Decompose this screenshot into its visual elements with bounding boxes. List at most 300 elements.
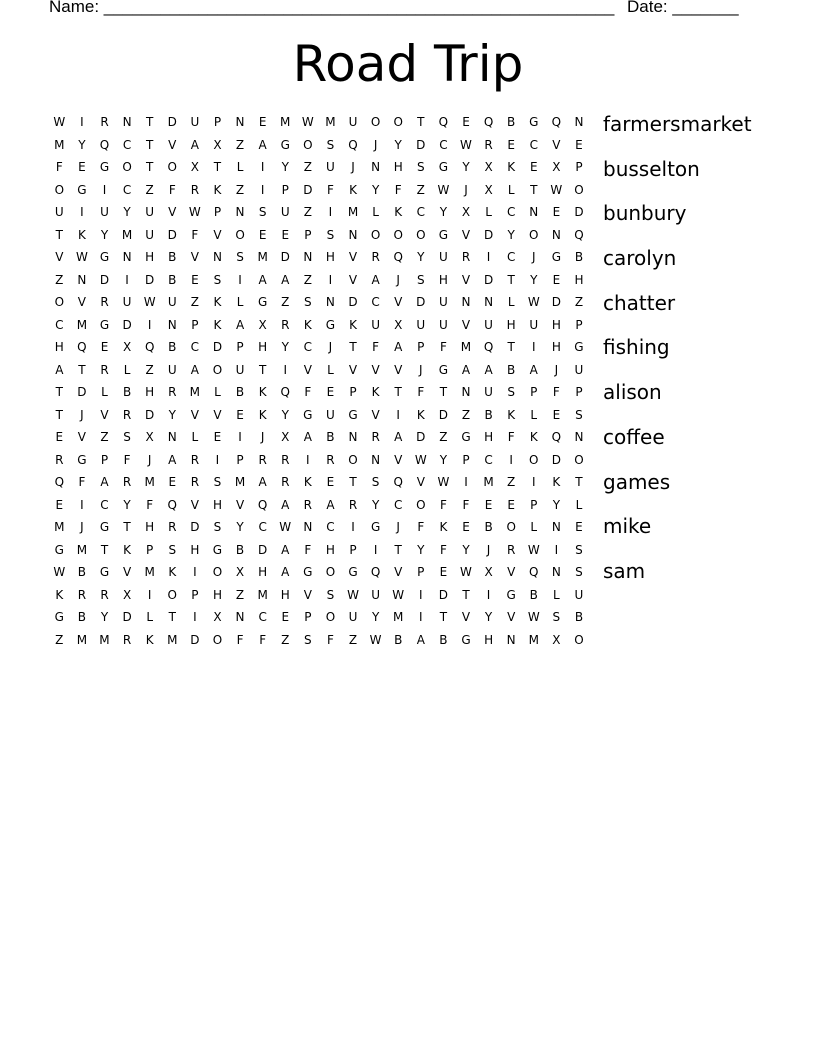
grid-letter: D — [122, 610, 132, 625]
word-list-item: chatter — [603, 290, 676, 315]
grid-letter: C — [303, 340, 313, 355]
grid-letter: G — [99, 317, 110, 332]
grid-letter: M — [234, 475, 246, 490]
grid-letter: M — [257, 250, 268, 265]
grid-letter: E — [236, 407, 244, 422]
grid-letter: R — [122, 475, 132, 490]
grid-letter: L — [101, 385, 108, 400]
grid-letter: T — [439, 385, 448, 400]
grid-letter: Z — [235, 587, 245, 602]
grid-letter: I — [193, 610, 197, 625]
grid-letter: Q — [99, 137, 110, 152]
grid-letter: D — [258, 542, 268, 557]
grid-letter: J — [554, 362, 559, 377]
grid-letter: Q — [438, 115, 449, 130]
grid-letter: Y — [281, 340, 289, 355]
grid-letter: O — [303, 137, 313, 152]
grid-letter: E — [552, 272, 561, 287]
grid-letter: T — [123, 520, 131, 535]
grid-letter: Y — [462, 542, 470, 557]
grid-letter: M — [144, 475, 155, 490]
grid-letter: X — [235, 565, 245, 580]
grid-letter: C — [506, 205, 516, 220]
grid-letter: Q — [551, 430, 562, 445]
grid-letter: O — [529, 227, 539, 242]
grid-letter: G — [77, 452, 87, 467]
grid-letter: A — [258, 137, 267, 152]
grid-letter: R — [281, 317, 290, 332]
grid-letter: M — [76, 317, 88, 332]
grid-letter: L — [530, 407, 538, 422]
grid-letter: G — [506, 587, 516, 602]
grid-letter: H — [325, 542, 335, 557]
grid-letter: L — [236, 295, 244, 310]
grid-letter: C — [258, 610, 267, 625]
grid-letter: W — [53, 565, 66, 580]
grid-letter: B — [507, 115, 516, 130]
grid-letter: W — [369, 632, 382, 647]
grid-letter: N — [212, 250, 222, 265]
grid-letter: P — [236, 452, 244, 467]
grid-letter: T — [417, 115, 425, 130]
grid-letter: Q — [348, 137, 358, 152]
grid-letter: G — [54, 542, 64, 557]
grid-letter: I — [328, 272, 333, 287]
grid-row — [48, 179, 592, 202]
grid-letter: L — [575, 497, 583, 512]
grid-letter: A — [258, 272, 267, 287]
grid-letter: S — [371, 475, 380, 490]
grid-letter: F — [462, 497, 470, 512]
grid-letter: Y — [484, 610, 493, 625]
grid-letter: G — [438, 160, 449, 175]
grid-letter: S — [507, 385, 515, 400]
grid-letter: Q — [77, 340, 87, 355]
grid-letter: T — [146, 115, 154, 130]
grid-letter: I — [373, 542, 378, 557]
grid-letter: E — [484, 497, 493, 512]
grid-letter: D — [574, 205, 584, 220]
page-title: Road Trip — [292, 35, 524, 93]
grid-letter: Z — [235, 182, 245, 197]
grid-letter: U — [438, 250, 448, 265]
grid-letter: D — [190, 520, 200, 535]
grid-letter: H — [325, 250, 335, 265]
grid-letter: R — [507, 542, 516, 557]
grid-letter: H — [551, 317, 561, 332]
grid-letter: I — [238, 430, 242, 445]
word-list-item: bunbury — [603, 201, 687, 226]
grid-letter: I — [80, 205, 84, 220]
grid-letter: S — [416, 272, 425, 287]
grid-letter: N — [574, 115, 584, 130]
grid-letter: K — [552, 475, 561, 490]
word-list-item: farmersmarket — [603, 112, 752, 136]
grid-row — [48, 156, 592, 179]
grid-letter: I — [486, 587, 491, 602]
grid-letter: F — [146, 497, 154, 512]
grid-letter: S — [213, 475, 222, 490]
grid-letter: X — [484, 565, 493, 580]
grid-letter: V — [303, 362, 312, 377]
grid-letter: D — [348, 295, 358, 310]
grid-letter: M — [167, 632, 178, 647]
grid-letter: N — [551, 227, 561, 242]
grid-letter: O — [529, 452, 539, 467]
grid-letter: L — [214, 385, 221, 400]
grid-letter: V — [100, 407, 109, 422]
grid-letter: A — [416, 632, 425, 647]
grid-letter: P — [575, 160, 583, 175]
grid-letter: E — [78, 160, 86, 175]
grid-letter: N — [371, 452, 381, 467]
grid-letter: H — [212, 497, 222, 512]
grid-letter: X — [552, 160, 561, 175]
grid-letter: Y — [417, 250, 425, 265]
grid-letter: I — [260, 182, 265, 197]
grid-letter: K — [258, 385, 267, 400]
grid-row — [48, 314, 592, 337]
grid-letter: C — [190, 340, 200, 355]
grid-letter: D — [483, 227, 494, 242]
grid-letter: D — [167, 115, 177, 130]
grid-letter: P — [146, 542, 154, 557]
grid-letter: Y — [552, 497, 561, 512]
word-list-item: busselton — [603, 156, 700, 181]
grid-letter: W — [437, 475, 450, 490]
grid-letter: N — [484, 295, 494, 310]
grid-letter: Y — [123, 497, 131, 512]
grid-letter: I — [531, 475, 536, 490]
grid-letter: D — [438, 407, 449, 422]
grid-letter: G — [77, 182, 87, 197]
grid-letter: M — [76, 632, 88, 647]
grid-letter: V — [348, 250, 358, 265]
grid-letter: G — [280, 137, 290, 152]
grid-letter: N — [348, 430, 358, 445]
grid-letter: T — [55, 227, 63, 242]
grid-letter: F — [123, 452, 131, 467]
grid-letter: Y — [439, 205, 448, 220]
grid-letter: Z — [145, 182, 154, 197]
grid-row — [48, 224, 592, 247]
grid-letter: J — [419, 362, 423, 377]
grid-letter: N — [506, 632, 516, 647]
grid-letter: W — [301, 115, 314, 130]
grid-letter: V — [461, 610, 471, 625]
grid-letter: X — [190, 160, 199, 175]
grid-letter: W — [460, 565, 472, 580]
grid-letter: U — [54, 205, 64, 220]
grid-letter: I — [80, 115, 84, 130]
word-list-item: fishing — [603, 335, 670, 360]
grid-letter: S — [575, 565, 583, 580]
grid-letter: N — [371, 160, 381, 175]
grid-letter: O — [574, 632, 584, 647]
grid-letter: R — [281, 452, 290, 467]
grid-letter: E — [55, 497, 64, 512]
grid-letter: M — [393, 610, 404, 625]
grid-letter: P — [236, 340, 244, 355]
grid-letter: J — [373, 137, 378, 152]
grid-letter: B — [484, 407, 493, 422]
grid-letter: K — [303, 475, 312, 490]
grid-letter: G — [99, 250, 110, 265]
grid-letter: X — [394, 317, 403, 332]
grid-letter: U — [574, 587, 584, 602]
grid-letter: S — [575, 542, 583, 557]
grid-letter: K — [507, 407, 516, 422]
grid-letter: B — [168, 250, 177, 265]
grid-letter: G — [370, 520, 381, 535]
grid-letter: C — [258, 520, 267, 535]
grid-letter: S — [213, 272, 222, 287]
grid-letter: K — [371, 385, 380, 400]
grid-row — [48, 111, 592, 134]
grid-letter: F — [417, 520, 425, 535]
grid-letter: E — [552, 407, 561, 422]
grid-letter: P — [575, 385, 583, 400]
grid-letter: D — [416, 295, 426, 310]
grid-letter: S — [552, 610, 561, 625]
grid-letter: R — [190, 182, 200, 197]
grid-letter: Z — [348, 632, 358, 647]
grid-letter: K — [123, 542, 132, 557]
grid-letter: O — [212, 362, 223, 377]
grid-letter: I — [102, 182, 107, 197]
grid-letter: T — [168, 610, 176, 625]
grid-letter: A — [461, 362, 471, 377]
grid-letter: G — [461, 430, 471, 445]
grid-letter: R — [371, 250, 380, 265]
grid-letter: C — [484, 452, 493, 467]
grid-letter: E — [507, 137, 515, 152]
grid-letter: L — [485, 205, 492, 220]
grid-letter: G — [529, 115, 539, 130]
grid-letter: G — [212, 542, 223, 557]
grid-letter: E — [507, 497, 515, 512]
grid-letter: D — [303, 182, 313, 197]
grid-letter: K — [55, 587, 64, 602]
grid-letter: N — [325, 295, 335, 310]
grid-letter: K — [145, 632, 154, 647]
grid-row — [48, 291, 592, 314]
grid-letter: T — [394, 542, 402, 557]
grid-letter: T — [258, 362, 267, 377]
grid-letter: W — [143, 295, 156, 310]
grid-letter: X — [213, 137, 222, 152]
grid-letter: R — [484, 137, 493, 152]
grid-letter: S — [326, 227, 335, 242]
grid-letter: N — [235, 205, 245, 220]
grid-letter: V — [461, 227, 471, 242]
grid-letter: Z — [507, 475, 516, 490]
grid-letter: Y — [462, 160, 470, 175]
grid-letter: K — [213, 182, 222, 197]
grid-letter: N — [303, 520, 313, 535]
grid-letter: C — [439, 137, 448, 152]
grid-letter: F — [439, 497, 447, 512]
grid-letter: T — [349, 340, 357, 355]
grid-letter: U — [484, 317, 493, 332]
grid-letter: A — [258, 475, 267, 490]
grid-letter: W — [188, 205, 201, 220]
grid-letter: A — [326, 497, 335, 512]
grid-letter: F — [259, 632, 267, 647]
grid-letter: B — [484, 520, 493, 535]
grid-letter: B — [574, 250, 584, 265]
grid-letter: O — [235, 227, 245, 242]
grid-letter: U — [484, 385, 493, 400]
grid-letter: P — [304, 227, 312, 242]
grid-letter: T — [55, 385, 63, 400]
grid-letter: H — [258, 340, 268, 355]
grid-letter: T — [439, 610, 448, 625]
grid-letter: E — [191, 272, 199, 287]
grid-letter: C — [416, 205, 425, 220]
grid-letter: H — [258, 565, 268, 580]
grid-letter: X — [213, 610, 222, 625]
grid-letter: T — [462, 587, 470, 602]
grid-letter: F — [394, 182, 402, 197]
grid-letter: D — [145, 407, 155, 422]
grid-letter: V — [461, 317, 471, 332]
grid-letter: H — [212, 587, 222, 602]
grid-letter: S — [304, 632, 312, 647]
grid-letter: V — [190, 497, 199, 512]
grid-letter: Z — [281, 295, 290, 310]
grid-letter: Y — [168, 407, 176, 422]
grid-letter: S — [326, 587, 335, 602]
grid-row — [48, 426, 592, 449]
grid-letter: R — [303, 497, 312, 512]
word-list-item: sam — [603, 558, 646, 583]
grid-letter: G — [303, 565, 313, 580]
grid-letter: V — [552, 137, 561, 152]
grid-letter: E — [100, 340, 109, 355]
grid-letter: H — [484, 632, 494, 647]
grid-letter: F — [191, 227, 199, 242]
grid-letter: P — [462, 452, 470, 467]
grid-letter: G — [303, 407, 313, 422]
grid-letter: N — [461, 295, 471, 310]
grid-letter: F — [507, 430, 515, 445]
grid-letter: G — [257, 295, 268, 310]
grid-letter: D — [551, 295, 561, 310]
grid-letter: B — [326, 430, 335, 445]
grid-letter: M — [121, 227, 133, 242]
grid-letter: A — [190, 137, 199, 152]
grid-letter: I — [328, 205, 333, 220]
grid-letter: W — [460, 137, 472, 152]
grid-letter: M — [460, 340, 472, 355]
grid-letter: K — [349, 317, 357, 332]
grid-letter: B — [77, 565, 86, 580]
grid-letter: A — [168, 452, 177, 467]
grid-letter: O — [54, 295, 65, 310]
grid-letter: W — [527, 610, 540, 625]
grid-letter: G — [54, 610, 64, 625]
grid-letter: O — [416, 497, 426, 512]
grid-letter: C — [529, 137, 538, 152]
grid-letter: L — [507, 295, 515, 310]
grid-letter: A — [281, 272, 290, 287]
grid-letter: S — [304, 295, 312, 310]
grid-letter: C — [55, 317, 64, 332]
grid-letter: K — [394, 205, 403, 220]
grid-letter: I — [419, 587, 423, 602]
grid-letter: Q — [551, 115, 562, 130]
grid-letter: W — [550, 182, 563, 197]
grid-letter: P — [213, 115, 222, 130]
grid-letter: V — [213, 407, 222, 422]
grid-letter: R — [168, 520, 177, 535]
grid-letter: D — [77, 385, 87, 400]
grid-letter: F — [439, 542, 447, 557]
grid-letter: Q — [393, 250, 403, 265]
grid-letter: M — [189, 385, 201, 400]
grid-letter: X — [484, 182, 493, 197]
grid-letter: O — [325, 565, 336, 580]
grid-letter: C — [122, 182, 132, 197]
grid-letter: V — [507, 610, 516, 625]
grid-letter: S — [236, 250, 244, 265]
grid-letter: L — [236, 160, 244, 175]
grid-letter: E — [552, 205, 561, 220]
grid-letter: E — [326, 475, 335, 490]
grid-row — [48, 381, 592, 404]
grid-letter: I — [80, 497, 84, 512]
grid-letter: X — [552, 632, 561, 647]
grid-letter: Y — [281, 160, 289, 175]
grid-letter: P — [417, 565, 425, 580]
grid-letter: R — [100, 362, 109, 377]
grid-letter: E — [281, 610, 290, 625]
grid-letter: D — [483, 272, 494, 287]
grid-letter: O — [212, 565, 223, 580]
grid-letter: D — [190, 632, 200, 647]
grid-letter: K — [349, 182, 357, 197]
grid-letter: I — [238, 272, 242, 287]
grid-letter: P — [530, 385, 538, 400]
grid-letter: I — [147, 587, 152, 602]
grid-letter: Q — [483, 115, 494, 130]
grid-letter: Y — [417, 542, 425, 557]
grid-row — [48, 449, 592, 472]
grid-row — [48, 134, 592, 157]
grid-letter: M — [99, 632, 110, 647]
grid-letter: W — [347, 587, 359, 602]
grid-letter: G — [461, 632, 471, 647]
grid-letter: G — [99, 565, 110, 580]
grid-letter: W — [414, 452, 427, 467]
grid-letter: H — [506, 317, 516, 332]
grid-letter: J — [396, 520, 400, 535]
grid-letter: T — [55, 407, 63, 422]
grid-letter: A — [281, 565, 290, 580]
grid-letter: U — [235, 362, 245, 377]
grid-row — [48, 584, 592, 607]
grid-letter: L — [372, 205, 379, 220]
grid-letter: R — [55, 452, 64, 467]
grid-letter: V — [371, 407, 380, 422]
grid-letter: O — [348, 452, 358, 467]
grid-letter: U — [529, 317, 539, 332]
grid-letter: S — [326, 137, 335, 152]
grid-letter: T — [507, 272, 515, 287]
word-list-item: mike — [603, 514, 652, 539]
grid-letter: H — [484, 430, 494, 445]
